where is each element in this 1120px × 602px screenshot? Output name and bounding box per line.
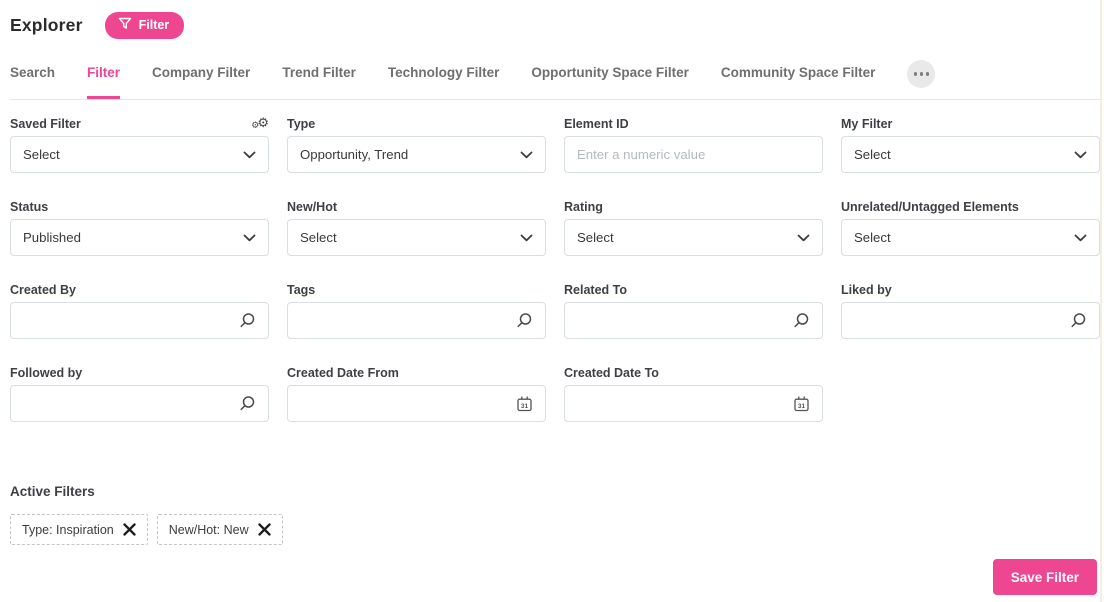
chevron-down-icon	[243, 151, 256, 159]
calendar-icon[interactable]	[516, 396, 533, 412]
created-date-to-box	[564, 385, 823, 422]
field-status	[10, 198, 269, 256]
search-icon[interactable]	[1069, 312, 1087, 330]
tab-community-space-filter[interactable]: Community Space Filter	[721, 65, 876, 99]
filter-badge-button[interactable]	[105, 12, 185, 39]
liked-by-input[interactable]	[854, 313, 1061, 328]
followed-by-box	[10, 385, 269, 422]
tab-filter[interactable]: Filter	[87, 65, 120, 99]
filter-tabs	[10, 65, 1100, 100]
saved-filter-select[interactable]: Select	[10, 136, 269, 173]
active-filter-chips	[10, 514, 1120, 545]
svg-text:31: 31	[797, 402, 806, 410]
tags-box	[287, 302, 546, 339]
field-label: Tags	[287, 283, 316, 297]
search-icon[interactable]	[238, 312, 256, 330]
followed-by-input[interactable]	[23, 396, 230, 411]
field-label: Followed by	[10, 366, 83, 380]
tab-trend-filter[interactable]: Trend Filter	[282, 65, 356, 99]
chevron-down-icon	[1074, 151, 1087, 159]
field-label: Element ID	[564, 117, 629, 131]
field-tags	[287, 281, 546, 339]
rating-select[interactable]: Select	[564, 219, 823, 256]
calendar-icon[interactable]	[793, 396, 810, 412]
related-to-input[interactable]	[577, 313, 784, 328]
type-select[interactable]: Opportunity, Trend	[287, 136, 546, 173]
field-my-filter	[841, 115, 1100, 173]
tab-opportunity-space-filter[interactable]: Opportunity Space Filter	[531, 65, 689, 99]
related-to-box	[564, 302, 823, 339]
tab-search[interactable]: Search	[10, 65, 55, 99]
field-label: Status	[10, 200, 49, 214]
active-filters-title: Active Filters	[10, 484, 95, 499]
remove-filter-icon[interactable]	[258, 523, 271, 536]
svg-text:31: 31	[520, 402, 529, 410]
chevron-down-icon	[243, 234, 256, 242]
field-new-hot	[287, 198, 546, 256]
field-label: Unrelated/Untagged Elements	[841, 200, 1019, 214]
field-label: Liked by	[841, 283, 892, 297]
tab-company-filter[interactable]: Company Filter	[152, 65, 250, 99]
field-created-date-from	[287, 364, 546, 422]
chip-label: Type: Inspiration	[22, 522, 114, 537]
chevron-down-icon	[520, 151, 533, 159]
field-label: New/Hot	[287, 200, 337, 214]
remove-filter-icon[interactable]	[123, 523, 136, 536]
element-id-box	[564, 136, 823, 173]
field-related-to	[564, 281, 823, 339]
my-filter-select[interactable]: Select	[841, 136, 1100, 173]
field-liked-by	[841, 281, 1100, 339]
new-hot-select[interactable]: Select	[287, 219, 546, 256]
ellipsis-icon	[914, 72, 918, 76]
created-by-input[interactable]	[23, 313, 230, 328]
field-label: Created By	[10, 283, 76, 297]
field-label: Created Date From	[287, 366, 399, 380]
field-unrelated-untagged	[841, 198, 1100, 256]
manage-saved-filters-icon[interactable]: ⚙⚙	[251, 116, 269, 131]
search-icon[interactable]	[515, 312, 533, 330]
filter-badge-label: Filter	[138, 18, 170, 32]
field-label: Related To	[564, 283, 627, 297]
field-rating	[564, 198, 823, 256]
save-row	[10, 559, 1097, 595]
chevron-down-icon	[797, 234, 810, 242]
page-header	[10, 12, 1120, 39]
field-created-date-to	[564, 364, 823, 422]
field-label: Rating	[564, 200, 603, 214]
right-edge-divider	[1100, 0, 1102, 602]
field-created-by	[10, 281, 269, 339]
field-label: Saved Filter	[10, 117, 81, 131]
active-filter-chip-type	[10, 514, 148, 545]
field-label: Created Date To	[564, 366, 659, 380]
tags-input[interactable]	[300, 313, 507, 328]
chip-label: New/Hot: New	[168, 522, 249, 537]
created-date-from-input[interactable]	[300, 396, 508, 411]
unrelated-untagged-select[interactable]: Select	[841, 219, 1100, 256]
field-saved-filter	[10, 115, 269, 173]
created-date-to-input[interactable]	[577, 396, 785, 411]
field-label: My Filter	[841, 117, 893, 131]
created-by-box	[10, 302, 269, 339]
tab-technology-filter[interactable]: Technology Filter	[388, 65, 500, 99]
active-filter-chip-new-hot	[157, 514, 283, 545]
chevron-down-icon	[1074, 234, 1087, 242]
field-followed-by	[10, 364, 269, 422]
save-filter-button[interactable]: Save Filter	[993, 559, 1097, 595]
field-type	[287, 115, 546, 173]
element-id-input[interactable]	[577, 147, 810, 162]
created-date-from-box	[287, 385, 546, 422]
page-title: Explorer	[10, 15, 83, 35]
search-icon[interactable]	[238, 395, 256, 413]
field-label: Type	[287, 117, 316, 131]
search-icon[interactable]	[792, 312, 810, 330]
liked-by-box	[841, 302, 1100, 339]
filter-grid	[10, 115, 1120, 422]
status-select[interactable]: Published	[10, 219, 269, 256]
funnel-icon	[118, 17, 132, 33]
more-tabs-button[interactable]	[907, 60, 935, 88]
chevron-down-icon	[520, 234, 533, 242]
field-element-id	[564, 115, 823, 173]
